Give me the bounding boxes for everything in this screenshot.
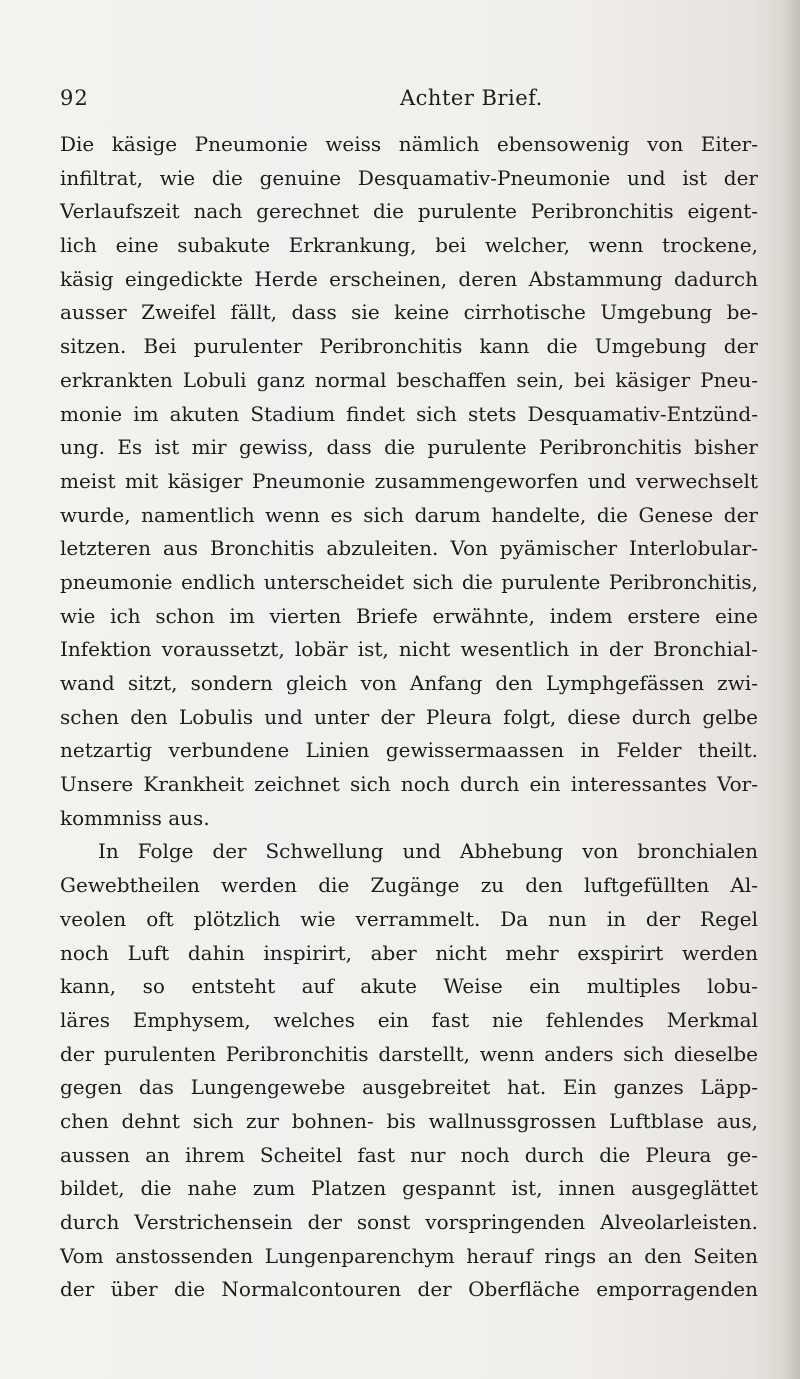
text-line: läres Emphysem, welches ein fast nie fehlendes Merkmal: [60, 1007, 758, 1032]
text-line: Gewebtheilen werden die Zugänge zu den luftgefüllten Al-: [60, 873, 758, 898]
text-line: chen dehnt sich zur bohnen- bis wallnussgrossen Luftblase aus,: [60, 1108, 758, 1133]
page-number: 92: [60, 86, 89, 110]
text-line: aussen an ihrem Scheitel fast nur noch durch die Pleura ge-: [60, 1142, 758, 1167]
page-header: [60, 86, 760, 116]
text-line: netzartig verbundene Linien gewissermaassen in Felder theilt.: [60, 738, 758, 763]
text-line: Die käsige Pneumonie weiss nämlich ebensowenig von Eiter-: [60, 132, 758, 156]
text-line: Verlaufszeit nach gerechnet die purulente Peribronchitis eigent-: [60, 199, 758, 224]
text-line: wurde, namentlich wenn es sich darum handelte, die Genese der: [60, 502, 758, 527]
paragraph-end-line: kommniss aus.: [60, 805, 210, 830]
text-line: infiltrat, wie die genuine Desquamativ-Pneumonie und ist der: [60, 165, 758, 190]
text-line: wie ich schon im vierten Briefe erwähnte, indem erstere eine: [60, 603, 758, 628]
body-text: [60, 128, 758, 1307]
text-line: erkrankten Lobuli ganz normal beschaffen sein, bei käsiger Pneu-: [60, 367, 758, 392]
running-title: Achter Brief.: [400, 86, 543, 110]
text-line: ung. Es ist mir gewiss, dass die purulente Peribronchitis bisher: [60, 435, 758, 460]
text-line: Infektion voraussetzt, lobär ist, nicht wesentlich in der Bronchial-: [60, 637, 758, 662]
text-line: bildet, die nahe zum Platzen gespannt ist, innen ausgeglättet: [60, 1176, 758, 1201]
text-line: veolen oft plötzlich wie verrammelt. Da nun in der Regel: [60, 906, 758, 931]
text-line: durch Verstrichensein der sonst vorspringenden Alveolarleisten.: [60, 1210, 758, 1234]
text-line: lich eine subakute Erkrankung, bei welcher, wenn trockene,: [60, 233, 758, 258]
text-line: der über die Normalcontouren der Oberfläche emporragenden: [60, 1277, 758, 1302]
text-line: pneumonie endlich unterscheidet sich die purulente Peribronchitis,: [60, 569, 758, 594]
text-line: käsig eingedickte Herde erscheinen, deren Abstammung dadurch: [60, 266, 758, 291]
text-line: ausser Zweifel fällt, dass sie keine cirrhotische Umgebung be-: [60, 300, 758, 325]
text-line: sitzen. Bei purulenter Peribronchitis kann die Umgebung der: [60, 334, 758, 359]
text-line: noch Luft dahin inspirirt, aber nicht mehr exspirirt werden: [60, 940, 758, 965]
text-line: Vom anstossenden Lungenparenchym herauf rings an den Seiten: [60, 1243, 758, 1268]
text-line: letzteren aus Bronchitis abzuleiten. Von pyämischer Interlobular-: [60, 536, 758, 561]
paragraph-start-line: In Folge der Schwellung und Abhebung von bronchialen: [98, 839, 758, 864]
text-line: der purulenten Peribronchitis darstellt, wenn anders sich dieselbe: [60, 1041, 758, 1066]
text-line: schen den Lobulis und unter der Pleura folgt, diese durch gelbe: [60, 704, 758, 729]
page-edge-shadow: [782, 0, 800, 1379]
text-line: monie im akuten Stadium findet sich stets Desquamativ-Entzünd-: [60, 401, 758, 426]
text-line: Unsere Krankheit zeichnet sich noch durch ein interessantes Vor-: [60, 772, 758, 797]
text-line: kann, so entsteht auf akute Weise ein multiples lobu-: [60, 974, 758, 999]
text-line: meist mit käsiger Pneumonie zusammengeworfen und verwechselt: [60, 468, 758, 493]
text-line: gegen das Lungengewebe ausgebreitet hat. Ein ganzes Läpp-: [60, 1075, 758, 1100]
text-line: wand sitzt, sondern gleich von Anfang den Lymphgefässen zwi-: [60, 671, 758, 695]
